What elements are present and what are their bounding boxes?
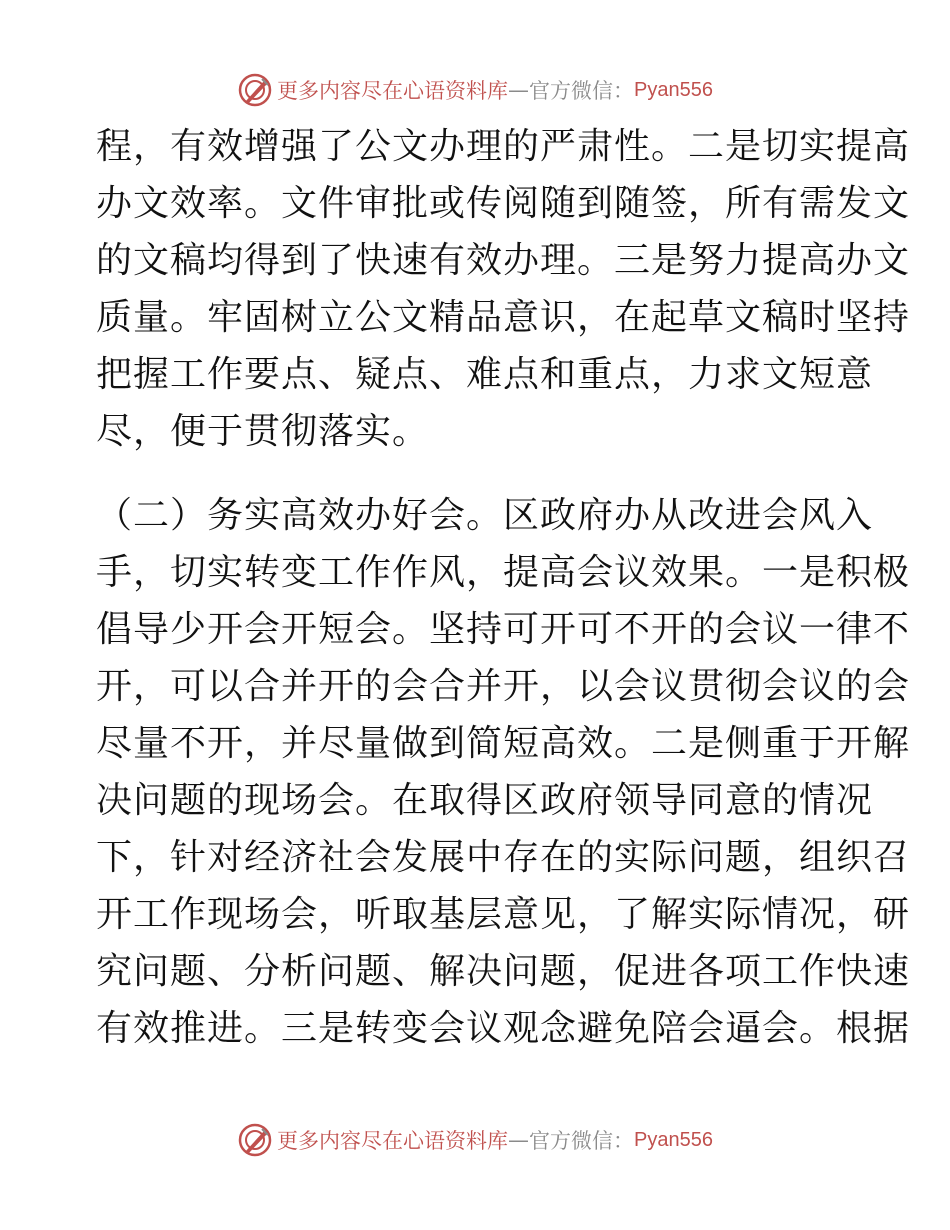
- text-line: 开工作现场会，听取基层意见，了解实际情况，研: [96, 894, 911, 935]
- footer-contact-id: Pyan556: [634, 1128, 713, 1151]
- header-contact-id: Pyan556: [634, 78, 713, 101]
- paragraph-2: [96, 487, 911, 1057]
- text-line: 程，有效增强了公文办理的严肃性。二是切实提高: [96, 126, 911, 167]
- text-line: 质量。牢固树立公文精品意识，在起草文稿时坚持: [96, 297, 911, 338]
- footer-brand-text: 更多内容尽在心语资料库: [277, 1129, 509, 1153]
- brand-logo-icon: [237, 1122, 273, 1158]
- text-line: 倡导少开会开短会。坚持可开可不开的会议一律不: [96, 609, 911, 650]
- footer-separator: —: [508, 1128, 530, 1152]
- header-watermark: [0, 70, 950, 110]
- footer-watermark: [0, 1120, 950, 1160]
- text-line: 下，针对经济社会发展中存在的实际问题，组织召: [96, 837, 911, 878]
- text-line: 手，切实转变工作作风，提高会议效果。一是积极: [96, 552, 911, 593]
- header-brand-text: 更多内容尽在心语资料库: [277, 79, 509, 103]
- text-line: 办文效率。文件审批或传阅随到随签，所有需发文: [96, 183, 911, 224]
- document-body: [96, 118, 911, 1057]
- brand-logo-icon: [237, 72, 273, 108]
- text-line: 尽，便于贯彻落实。: [96, 411, 430, 452]
- header-contact-label: 官方微信：: [529, 79, 635, 103]
- text-line: 有效推进。三是转变会议观念避免陪会逼会。根据: [96, 1008, 911, 1049]
- text-line: 究问题、分析问题、解决问题，促进各项工作快速: [96, 951, 911, 992]
- text-line: 开，可以合并开的会合并开，以会议贯彻会议的会: [96, 666, 911, 707]
- text-line: 决问题的现场会。在取得区政府领导同意的情况: [96, 780, 874, 821]
- text-line: （二）务实高效办好会。区政府办从改进会风入: [96, 495, 874, 536]
- text-line: 尽量不开，并尽量做到简短高效。二是侧重于开解: [96, 723, 911, 764]
- header-separator: —: [508, 78, 530, 102]
- text-line: 的文稿均得到了快速有效办理。三是努力提高办文: [96, 240, 911, 281]
- text-line: 把握工作要点、疑点、难点和重点，力求文短意: [96, 354, 874, 395]
- paragraph-1: [96, 118, 911, 460]
- footer-contact-label: 官方微信：: [529, 1129, 635, 1153]
- paragraph-spacer: [96, 460, 856, 487]
